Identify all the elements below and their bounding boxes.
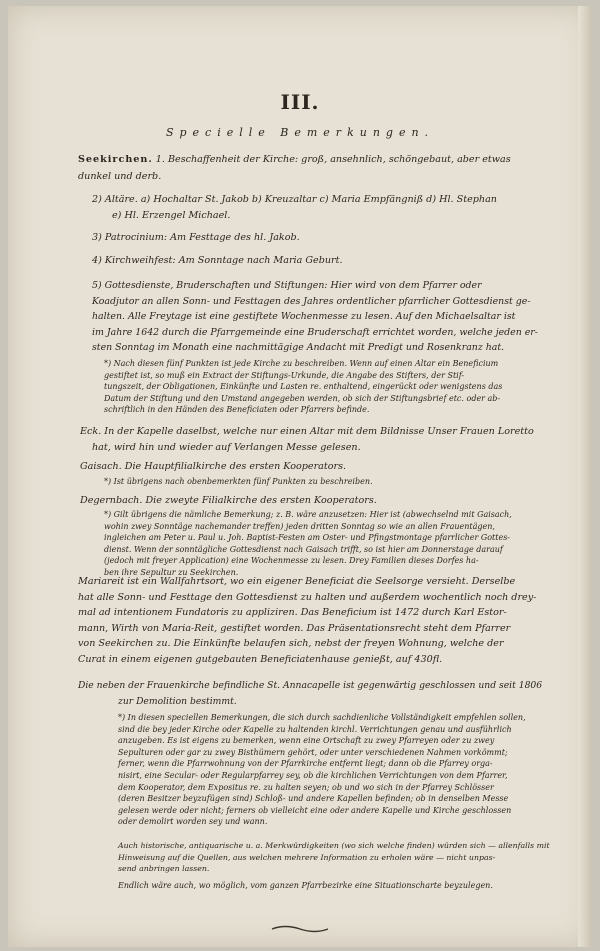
patrocinium-line: 3) Patrocinium: Am Festtage des hl. Jakob. (92, 232, 300, 243)
degernbach-line: Degernbach. Die zweyte Filialkirche des ersten Kooperators. (80, 495, 377, 506)
gaisach-note: *) Ist übrigens nach obenbemerkten fünf Punkten zu beschreiben. (104, 477, 373, 486)
altaere-line-2: e) Hl. Erzengel Michael. (112, 209, 231, 221)
degernbach-note (104, 509, 544, 579)
altaere-line-1: 2) Altäre. a) Hochaltar St. Jakob b) Kreuzaltar c) Maria Empfängniß d) Hl. Stephan (92, 194, 497, 205)
seekirchen-section (78, 152, 538, 168)
footnote-line: schriftlich in den Händen des Beneficiaten oder Pfarrers befinde. (104, 405, 370, 415)
note-line: (jedoch mit freyer Application) eine Wochenmesse zu lesen. Drey Familien dieses Dorfes ha- (104, 556, 479, 566)
note-line: dienst. Wenn der sonntägliche Gottesdienst nach Gaisach trifft, so ist hier am Donnerstage darauf (104, 544, 503, 554)
annacapelle-line: zur Demolition bestimmt. (118, 695, 237, 707)
eck-paragraph (80, 424, 540, 455)
footnote-line: anzugeben. Es ist eigens zu bemerken, wenn eine Ortschaft zu zwey Pfarreyen oder zu zwey (118, 736, 495, 746)
eck-line: Eck. In der Kapelle daselbst, welche nur einen Altar mit dem Bildnisse Unser Frauen Loretto (80, 426, 534, 437)
section-subtitle: Specielle Bemerkungen. (165, 126, 435, 139)
footnote-line: gestiftet ist, so muß ein Extract der Stiftungs-Urkunde, die Angabe des Stifters, der Stif- (104, 370, 465, 380)
final-note: Endlich wäre auch, wo möglich, vom ganzen Pfarrbezirke eine Situationscharte beyzulegen. (118, 881, 493, 890)
gaisach-line: Gaisach. Die Hauptfilialkirche des ersten Kooperators. (80, 461, 347, 472)
mariareit-paragraph (78, 574, 542, 667)
kirchweihfest-line: 4) Kirchweihfest: Am Sonntage nach Maria Geburt. (92, 255, 343, 266)
ornament-flourish (270, 924, 330, 934)
gottesdienste-line: halten. Alle Freytage ist eine gestiftete Wochenmesse zu lesen. Auf den Michaelsaltar ist (92, 311, 516, 322)
document-page (8, 6, 592, 947)
mariareit-line: mann, Wirth von Maria-Reit, gestiftet worden. Das Präsentationsrecht steht dem Pfarrer (78, 622, 511, 634)
mariareit-line: von Seekirchen zu. Die Einkünfte belaufen sich, nebst der freyen Wohnung, welche der (78, 638, 504, 649)
footnote-line: gelesen werde oder nicht; ferners ob vielleicht eine oder andere Kapelle und Kirche geschlossen (118, 805, 512, 815)
note-line: Auch historische, antiquarische u. a. Merkwürdigkeiten (wo sich welche finden) würden sich — allenfalls mit (118, 841, 550, 850)
mariareit-line: Mariareit ist ein Wallfahrtsort, wo ein eigener Beneficiat die Seelsorge versieht. Derselbe (78, 576, 516, 587)
gottesdienste-line: 5) Gottesdienste, Bruderschaften und Stiftungen: Hier wird von dem Pfarrer oder (92, 280, 482, 291)
footnote-line: (deren Besitzer beyzufügen sind) Schloß- und andere Kapellen befinden; ob in denselben Messe (118, 794, 509, 804)
footnote-line: *) Nach diesen fünf Punkten ist jede Kirche zu beschreiben. Wenn auf einen Altar ein Beneficium (104, 359, 499, 368)
historische-note (118, 840, 558, 875)
annacapelle-line: Die neben der Frauenkirche befindliche St. Annacapelle ist gegenwärtig geschlossen und seit 1806 (78, 680, 543, 691)
gottesdienste-paragraph (92, 278, 544, 356)
mariareit-line: hat alle Sonn- und Festtage den Gottesdienst zu halten und außerdem wochentlich noch drey- (78, 591, 537, 603)
note-line: send anbringen lassen. (118, 864, 210, 874)
footnote-line: nisirt, eine Secular- oder Regularpfarrey sey, ob die kirchlichen Verrichtungen von dem Pfarrer, (118, 770, 508, 780)
eck-line: hat, wird hin und wieder auf Verlangen Messe gelesen. (92, 441, 361, 453)
note-line: *) Gilt übrigens die nämliche Bemerkung; z. B. wäre anzusetzen: Hier ist (abwechselnd mit Gaisach, (104, 510, 512, 519)
seekirchen-text-cont: dunkel und derb. (78, 171, 162, 182)
note-line: Hinweisung auf die Quellen, aus welchen mehrere Information zu erholen wäre — nicht unpas- (118, 852, 496, 862)
note-line: ben ihre Sepultur zu Seekirchen. (104, 567, 239, 577)
page-edge (578, 6, 592, 947)
footnote-line: dem Kooperator, dem Expositus re. zu halten seyen; ob und wo sich in der Pfarrey Schlösser (118, 782, 494, 792)
footnote-1 (104, 358, 544, 416)
footnote-line: oder demolirt worden sey und wann. (118, 817, 268, 827)
footnote-line: tungszeit, der Obligationen, Einkünfte und Lasten re. enthaltend, eingerückt oder wenigstens das (104, 382, 503, 392)
footnote-line: ferner, wenn die Pfarrwohnung von der Pfarrkirche entfernt liegt; dann ob die Pfarrey orga- (118, 759, 493, 769)
footnote-line: sind die bey jeder Kirche oder Kapelle zu haltenden kirchl. Verrichtungen genau und ausführlich (118, 724, 512, 734)
gottesdienste-line: sten Sonntag im Monath eine nachmittägige Andacht mit Predigt und Rosenkranz hat. (92, 342, 505, 353)
mariareit-line: mal ad intentionem Fundatoris zu appliziren. Das Beneficium ist 1472 durch Karl Estor- (78, 607, 507, 618)
footnote-line: Datum der Stiftung und den Umstand angegeben werden, ob sich der Stiftungsbrief etc. oder ab- (104, 393, 501, 403)
footnote-line: *) In diesen speciellen Bemerkungen, die sich durch sachdienliche Vollständigkeit empfehlen sollen, (118, 713, 526, 722)
seekirchen-lead: Seekirchen. (78, 154, 153, 165)
footnote-3 (118, 712, 548, 828)
annacapelle-paragraph (78, 678, 542, 709)
note-line: wohin zwey Sonntäge nachemander treffen) jeden dritten Sonntag so wie an allen Frauentägen, (104, 521, 495, 531)
page-number-heading: III. (280, 90, 320, 114)
note-line: ingleichen am Peter u. Paul u. Joh. Baptist-Festen am Oster- und Pfingstmontage pfarrlicher Gottes- (104, 533, 510, 543)
gottesdienste-line: Koadjutor an allen Sonn- und Festtagen des Jahres ordentlicher pfarrlicher Gottesdienst ge- (92, 295, 531, 307)
gottesdienste-line: im Jahre 1642 durch die Pfarrgemeinde eine Bruderschaft errichtet worden, welche jeden er- (92, 326, 538, 338)
mariareit-line: Curat in einem eigenen gutgebauten Beneficiatenhause genießt, auf 430fl. (78, 653, 443, 665)
footnote-line: Sepulturen oder gar zu zwey Bisthümern gehört, oder unter verschiedenen Nahmen vorkömmt; (118, 747, 508, 757)
seekirchen-text: 1. Beschaffenheit der Kirche: groß, ansehnlich, schöngebaut, aber etwas (155, 154, 511, 165)
